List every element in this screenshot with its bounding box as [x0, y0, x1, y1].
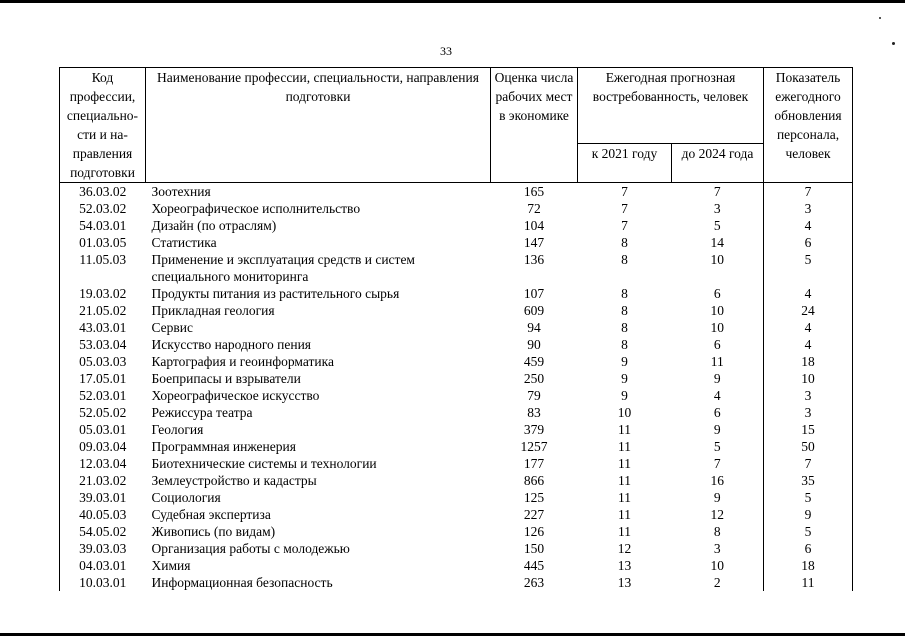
row-2021: 9 [621, 388, 628, 403]
row-estimate: 104 [523, 218, 545, 233]
row-renewal: 50 [764, 438, 853, 455]
row-estimate: 459 [523, 354, 545, 369]
row-2024: 3 [713, 541, 721, 556]
table-row [60, 183, 853, 201]
row-code: 17.05.01 [60, 370, 146, 387]
table-row [60, 370, 853, 387]
row-name: Хореографическое искусство [151, 388, 320, 403]
row-renewal: 35 [764, 472, 853, 489]
row-renewal: 4 [764, 319, 853, 336]
row-code: 11.05.03 [60, 251, 146, 285]
table-row [60, 472, 853, 489]
table-body [60, 183, 853, 592]
row-code: 10.03.01 [60, 574, 146, 591]
table-row [60, 506, 853, 523]
row-2024: 11 [710, 354, 724, 369]
row-renewal: 4 [764, 217, 853, 234]
row-name: Зоотехния [151, 184, 211, 199]
row-renewal: 6 [764, 540, 853, 557]
row-name: Информационная безопасность [151, 575, 333, 590]
table-row [60, 285, 853, 302]
row-code: 21.03.02 [60, 472, 146, 489]
table-row [60, 217, 853, 234]
row-estimate: 126 [523, 524, 545, 539]
row-estimate: 72 [527, 201, 541, 216]
row-2024: 10 [710, 320, 724, 335]
row-name: Сервис [151, 320, 194, 335]
table-row [60, 455, 853, 472]
table-row [60, 523, 853, 540]
header-demand: Ежегодная прогнозная востребованность, человек [578, 68, 764, 144]
row-2021: 7 [621, 218, 628, 233]
table-row [60, 353, 853, 370]
row-estimate: 379 [523, 422, 545, 437]
row-2021: 11 [618, 524, 631, 539]
row-estimate: 866 [523, 473, 545, 488]
row-code: 21.05.02 [60, 302, 146, 319]
row-renewal: 18 [764, 353, 853, 370]
row-estimate: 263 [523, 575, 545, 590]
row-renewal: 5 [764, 489, 853, 506]
row-name: Химия [151, 558, 191, 573]
row-2024: 6 [713, 286, 721, 301]
row-2021: 13 [617, 558, 632, 573]
row-2021: 9 [621, 371, 628, 386]
row-estimate: 165 [523, 184, 545, 199]
scan-top-border [0, 0, 905, 3]
table-row [60, 489, 853, 506]
row-code: 52.03.01 [60, 387, 146, 404]
row-code: 04.03.01 [60, 557, 146, 574]
table-row [60, 387, 853, 404]
row-2024: 3 [713, 201, 721, 216]
row-2021: 12 [617, 541, 632, 556]
row-2021: 8 [621, 303, 628, 318]
row-2024: 10 [710, 558, 724, 573]
row-code: 36.03.02 [60, 183, 146, 201]
row-renewal: 24 [764, 302, 853, 319]
row-renewal: 3 [764, 387, 853, 404]
row-renewal: 10 [764, 370, 853, 387]
row-code: 19.03.02 [60, 285, 146, 302]
row-code: 40.05.03 [60, 506, 146, 523]
row-estimate: 94 [527, 320, 541, 335]
scan-bottom-border [0, 633, 905, 636]
row-code: 54.05.02 [60, 523, 146, 540]
row-name: Искусство народного пения [151, 337, 312, 352]
row-code: 53.03.04 [60, 336, 146, 353]
row-name: Продукты питания из растительного сырья [151, 286, 400, 301]
row-estimate: 107 [523, 286, 545, 301]
row-renewal: 9 [764, 506, 853, 523]
table-row [60, 557, 853, 574]
row-code: 39.03.03 [60, 540, 146, 557]
row-name: Прикладная геология [151, 303, 275, 318]
row-name: Режиссура театра [151, 405, 253, 420]
row-2024: 5 [713, 218, 721, 233]
row-code: 52.03.02 [60, 200, 146, 217]
row-renewal: 7 [764, 183, 853, 201]
row-code: 54.03.01 [60, 217, 146, 234]
row-2021: 8 [621, 286, 628, 301]
row-name: Дизайн (по отраслям) [151, 218, 277, 233]
row-2021: 11 [618, 439, 631, 454]
row-renewal: 5 [764, 523, 853, 540]
row-estimate: 125 [523, 490, 545, 505]
row-2024: 2 [713, 575, 721, 590]
row-2024: 12 [710, 507, 724, 522]
row-2021: 7 [621, 184, 628, 199]
row-name: Землеустройство и кадастры [151, 473, 317, 488]
row-renewal: 15 [764, 421, 853, 438]
row-2021: 11 [618, 422, 631, 437]
header-renewal: Показатель ежегодного обновления персонала, человек [764, 68, 853, 183]
row-name: Живопись (по видам) [151, 524, 276, 539]
row-renewal: 4 [764, 285, 853, 302]
scan-speck [879, 17, 881, 19]
header-2024: до 2024 года [672, 144, 764, 183]
row-name: Применение и эксплуатация средств и систем специального мониторинга [151, 252, 415, 284]
row-name: Судебная экспертиза [151, 507, 271, 522]
row-2021: 11 [618, 456, 631, 471]
row-estimate: 1257 [520, 439, 548, 454]
row-2024: 6 [713, 405, 721, 420]
row-code: 05.03.03 [60, 353, 146, 370]
row-2024: 10 [710, 252, 724, 267]
row-estimate: 136 [523, 252, 545, 267]
row-2024: 9 [713, 371, 721, 386]
row-2021: 9 [621, 354, 628, 369]
row-renewal: 18 [764, 557, 853, 574]
row-code: 43.03.01 [60, 319, 146, 336]
row-2024: 8 [713, 524, 721, 539]
header-estimate: Оценка числа рабочих мест в экономике [491, 68, 578, 183]
row-renewal: 11 [764, 574, 853, 591]
row-name: Боеприпасы и взрыватели [151, 371, 301, 386]
table-row [60, 336, 853, 353]
row-renewal: 4 [764, 336, 853, 353]
row-name: Биотехнические системы и технологии [151, 456, 377, 471]
row-code: 05.03.01 [60, 421, 146, 438]
table-row [60, 421, 853, 438]
row-renewal: 6 [764, 234, 853, 251]
row-code: 01.03.05 [60, 234, 146, 251]
table-row [60, 302, 853, 319]
table-row [60, 251, 853, 285]
row-name: Программная инженерия [151, 439, 296, 454]
row-name: Статистика [151, 235, 217, 250]
row-name: Хореографическое исполнительство [151, 201, 361, 216]
row-estimate: 227 [523, 507, 545, 522]
row-code: 12.03.04 [60, 455, 146, 472]
row-code: 39.03.01 [60, 489, 146, 506]
professions-table [59, 67, 853, 591]
header-name: Наименование профессии, специальности, направления подготовки [146, 68, 491, 183]
row-2021: 7 [621, 201, 628, 216]
row-2021: 8 [621, 252, 628, 267]
row-2024: 7 [713, 184, 721, 199]
row-2021: 8 [621, 337, 628, 352]
row-name: Социология [151, 490, 221, 505]
row-name: Картография и геоинформатика [151, 354, 334, 369]
table-row [60, 404, 853, 421]
row-2024: 4 [713, 388, 721, 403]
row-estimate: 83 [527, 405, 541, 420]
row-2024: 9 [713, 422, 721, 437]
row-2024: 16 [710, 473, 724, 488]
row-renewal: 3 [764, 200, 853, 217]
row-2024: 14 [710, 235, 724, 250]
row-renewal: 5 [764, 251, 853, 285]
row-code: 52.05.02 [60, 404, 146, 421]
row-estimate: 90 [527, 337, 541, 352]
row-estimate: 150 [523, 541, 545, 556]
row-name: Организация работы с молодежью [151, 541, 350, 556]
table-row [60, 234, 853, 251]
row-2021: 11 [618, 490, 631, 505]
row-renewal: 7 [764, 455, 853, 472]
row-estimate: 177 [523, 456, 545, 471]
table-row [60, 438, 853, 455]
page-number: 33 [440, 44, 452, 58]
row-2021: 11 [618, 507, 631, 522]
row-2024: 10 [710, 303, 724, 318]
row-estimate: 445 [523, 558, 545, 573]
row-renewal: 3 [764, 404, 853, 421]
table-row [60, 540, 853, 557]
row-estimate: 250 [523, 371, 545, 386]
header-code: Код профессии, специально-сти и на-правления подготовки [60, 68, 146, 183]
table-row [60, 200, 853, 217]
row-2024: 7 [713, 456, 721, 471]
row-2021: 10 [617, 405, 632, 420]
header-2021: к 2021 году [578, 144, 672, 183]
table-row [60, 574, 853, 591]
row-estimate: 147 [523, 235, 545, 250]
row-2024: 5 [713, 439, 721, 454]
scan-speck [892, 42, 895, 45]
row-2024: 6 [713, 337, 721, 352]
row-code: 09.03.04 [60, 438, 146, 455]
row-2021: 13 [617, 575, 632, 590]
row-name: Геология [151, 422, 204, 437]
row-estimate: 609 [523, 303, 545, 318]
row-2021: 11 [618, 473, 631, 488]
row-2021: 8 [621, 320, 628, 335]
table-row [60, 319, 853, 336]
row-2021: 8 [621, 235, 628, 250]
row-estimate: 79 [527, 388, 541, 403]
row-2024: 9 [713, 490, 721, 505]
